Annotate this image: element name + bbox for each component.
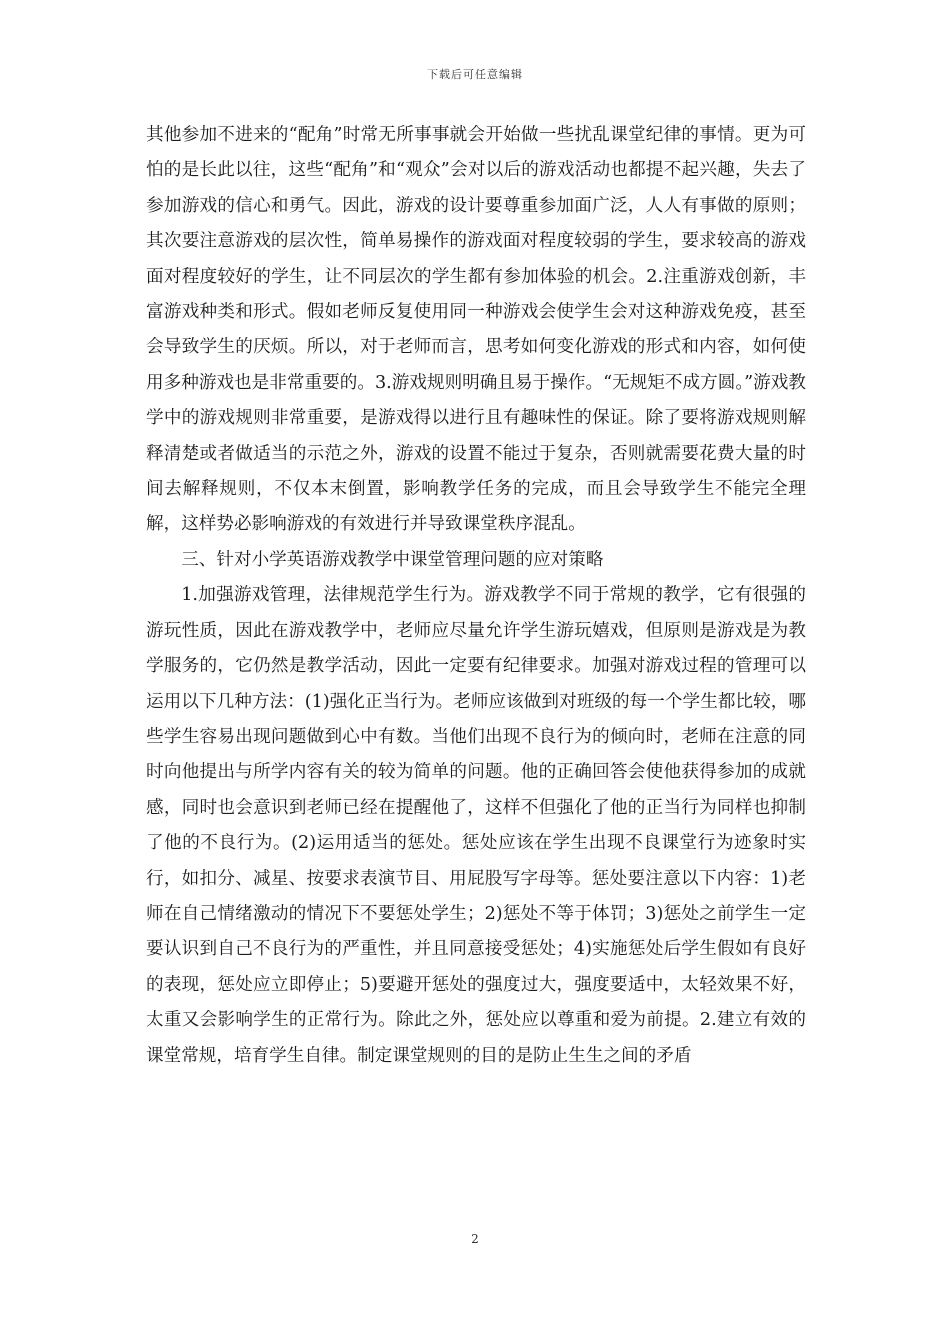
section-heading: 三、针对小学英语游戏教学中课堂管理问题的应对策略 [181,549,604,570]
paragraph-strategy: 1.加强游戏管理，法律规范学生行为。游戏教学不同于常规的教学，它有很强的游玩性质，因此在游戏教学中，老师应尽量允许学生游玩嬉戏，但原则是游戏是为教学服务的，它仍然是教学活动，因此一定要有纪律要求。加强对游戏过程的管理可以运用以下几种方法：(1)强化正当行为。老师应该做到对班级的每一个学生都比较，哪些学生容易出现问题做到心中有数。当他们出现不良行为的倾向时，老师在注意的同时向他提出与所学内容有关的较为简单的问题。他的正确回答会使他获得参加的成就感，同时也会意识到老师已经在提醒他了，这样不但强化了他的正当行为同样也抑制了他的不良行为。(2)运用适当的惩处。惩处应该在学生出现不良课堂行为迹象时实行，如扣分、减星、按要求表演节目、用屁股写字母等。惩处要注意以下内容：1)老师在自己情绪激动的情况下不要惩处学生；2)惩处不等于体罚；3)惩处之前学生一定要认识到自己不良行为的严重性，并且同意接受惩处；4)实施惩处后学生假如有良好的表现，惩处应立即停止；5)要避开惩处的强度过大，强度要适中，太轻效果不好，太重又会影响学生的正常行为。除此之外，惩处应以尊重和爱为前提。2.建立有效的课堂常规，培育学生自律。制定课堂规则的目的是防止生生之间的矛盾 [146,585,806,1066]
paragraph-continuation: 其他参加不进来的“配角”时常无所事事就会开始做一些扰乱课堂纪律的事情。更为可怕的是长此以往，这些“配角”和“观众”会对以后的游戏活动也都提不起兴趣，失去了参加游戏的信心和勇气。因此，游戏的设计要尊重参加面广泛，人人有事做的原则；其次要注意游戏的层次性，简单易操作的游戏面对程度较弱的学生，要求较高的游戏面对程度较好的学生，让不同层次的学生都有参加体验的机会。2.注重游戏创新，丰富游戏种类和形式。假如老师反复使用同一种游戏会使学生会对这种游戏免疫，甚至会导致学生的厌烦。所以，对于老师而言，思考如何变化游戏的形式和内容，如何使用多种游戏也是非常重要的。3.游戏规则明确且易于操作。“无规矩不成方圆。”游戏教学中的游戏规则非常重要，是游戏得以进行且有趣味性的保证。除了要将游戏规则解释清楚或者做适当的示范之外，游戏的设置不能过于复杂，否则就需要花费大量的时间去解释规则，不仅本末倒置，影响教学任务的完成，而且会导致学生不能完全理解，这样势必影响游戏的有效进行并导致课堂秩序混乱。 [146,125,806,535]
document-body [146,118,806,1074]
page-number: 2 [471,1232,479,1246]
page-header: 下载后可任意编辑 [427,68,523,81]
